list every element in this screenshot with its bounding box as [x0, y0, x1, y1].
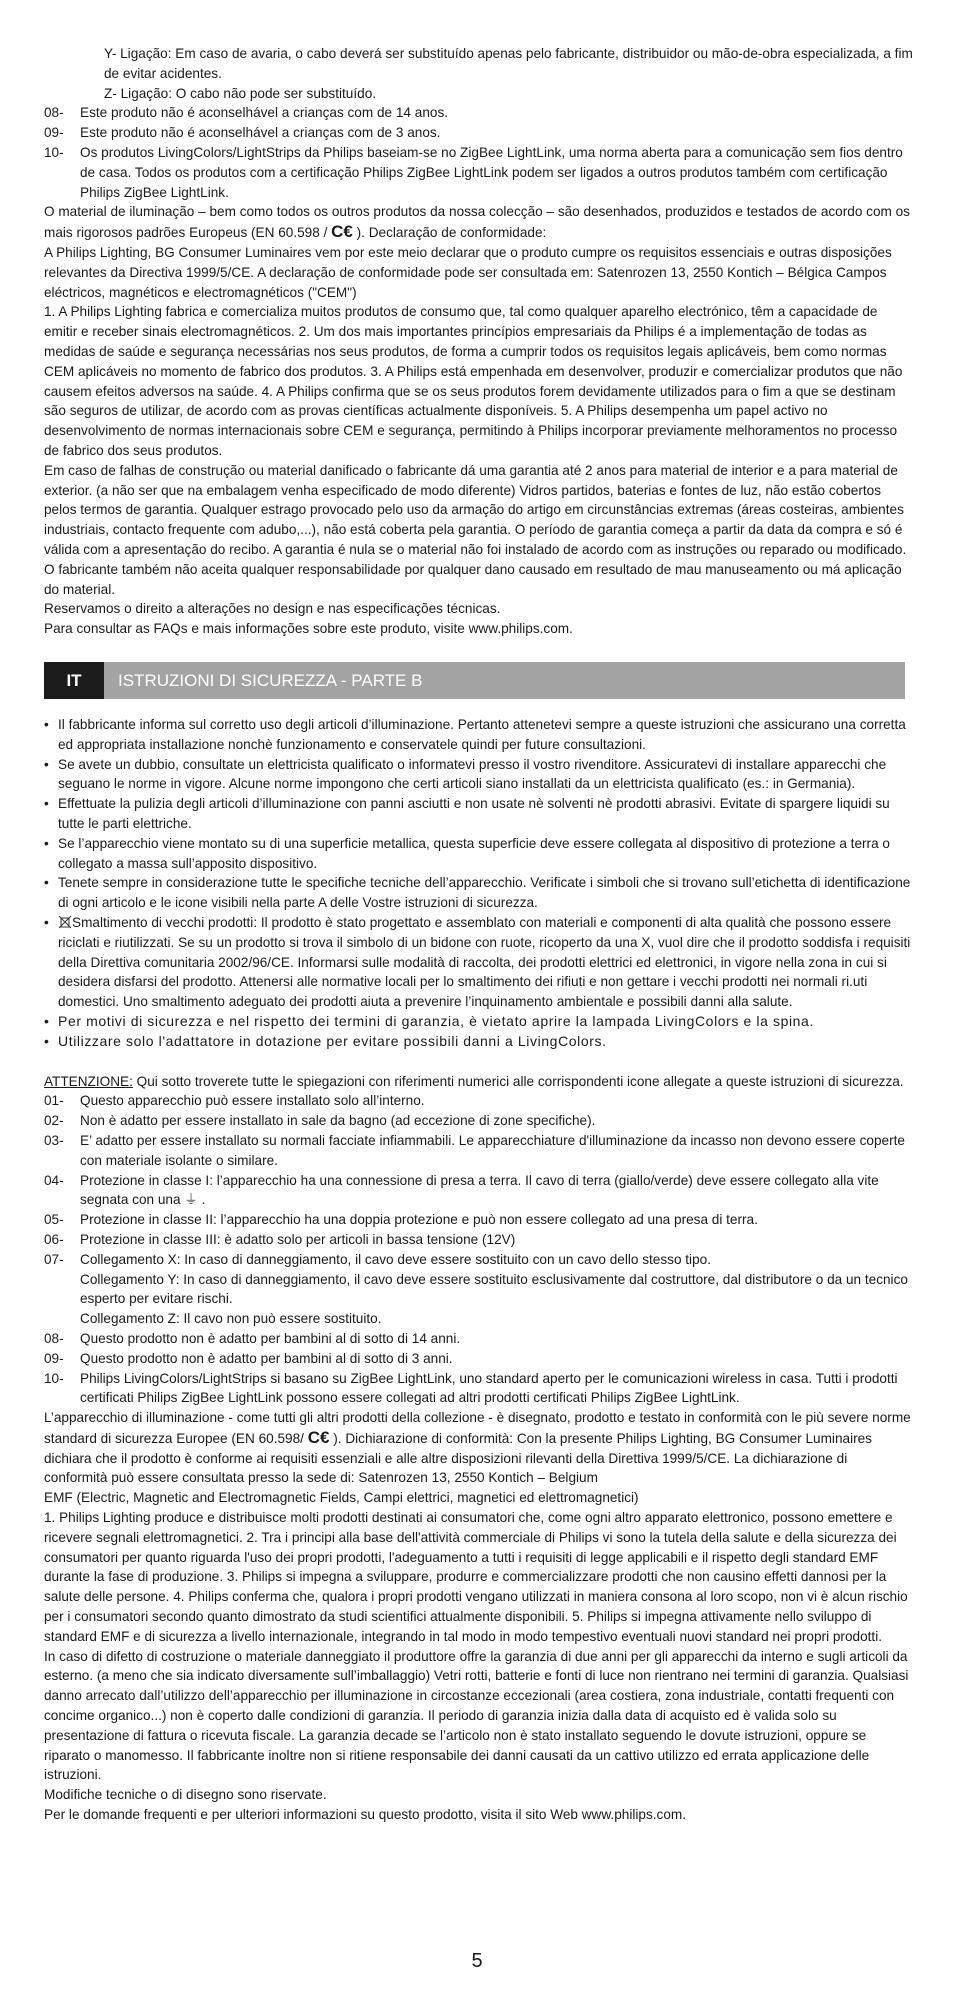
connection-z-text: Collegamento Z: Il cavo non può essere sostituito.	[80, 1311, 382, 1327]
bullet-item: • Smaltimento di vecchi prodotti: Il prodotto è stato progettato e assemblato con materiali e componenti di alta qualità che possono essere riciclati e riutilizzati. Se su un prodotto si trova il simbolo di un bidone con ruote, ricoperto da una X, vuol dire che il prodotto soddisfa i requisiti della Direttiva comunitaria 2002/96/CE. Informarsi sulle modalità di raccolta, dei prodotti elettrici ed elettronici, in vigore nella zona in cui si desidera disfarsi del prodotto. Attenersi alle normative locali per lo smaltimento dei rifiuti e non gettare i vecchi prodotti nei normali ri.uti domestici. Uno smaltimento adeguato dei prodotti aiuta a prevenire l’inquinamento ambientale e possibili danni alla salute.	[44, 914, 911, 1010]
numbered-item: 07- Collegamento X: In caso di danneggiamento, il cavo deve essere sostituito con un cavo dello stesso tipo.	[44, 1251, 711, 1267]
declaration-paragraph: A Philips Lighting, BG Consumer Luminaires vem por este meio declarar que o produto cumpre os requisitos essenciais e outras disposições relevantes da Directiva 1999/5/CE. A declaração de conformidade pode ser consultada em: Satenrozen 13, 2550 Kontich – Bélgica Campos eléctricos, magnéticos e electromagnéticos ("CEM")	[44, 244, 892, 300]
bullet-item: • Se avete un dubbio, consultate un elettricista qualificato o informatevi presso il vostro rivenditore. Assicuratevi di installare apparecchi che seguano le norme in vigore. Alcune norme impongono che certi articoli siano installati da un elettricista qualificato (es.: in Germania).	[44, 756, 887, 792]
ce-mark-icon: C€	[331, 222, 353, 242]
section-title: ISTRUZIONI DI SICUREZZA - PARTE B	[118, 670, 423, 690]
cem-paragraph: 1. A Philips Lighting fabrica e comercializa muitos produtos de consumo que, tal como qualquer aparelho electrónico, têm a capacidade de emitir e receber sinais electromagnéticos. 2. Um dos mais importantes princípios empresariais da Philips é a implementação de todas as medidas de saúde e segurança necessárias nos seus produtos, de forma a cumprir todos os requisitos legais aplicáveis, bem como normas CEM aplicáveis no momento de fabrico dos produtos. 3. A Philips está empenhada em desenvolver, produzir e comercializar produtos que não causem efeitos adversos na saúde. 4. A Philips confirma que se os seus produtos forem devidamente utilizados para o fim a que se destinam são seguros de utilizar, de acordo com as provas científicas actualmente disponíveis. 5. A Philips desempenha um papel activo no desenvolvimento de normas internacionais sobre CEM e segurança, permitindo à Philips incorporar previamente melhoramentos no processo de fabrico dos seus produtos.	[44, 304, 903, 458]
numbered-item: 01- Questo apparecchio può essere installato solo all’interno.	[44, 1093, 425, 1109]
portuguese-section	[44, 44, 914, 639]
warranty-paragraph: In caso di difetto di costruzione o materiale danneggiato il produttore offre la garanzia di due anni per gli apparecchi da interno e sugli articoli da esterno. (a meno che sia indicato diversamente sull’imballaggio) Vetri rotti, batterie e fonti di luce non rientrano nei termini di garanzia. Qualsiasi danno arrecato dall’utilizzo dell’apparecchio per illuminazione in circostanze eccezionali (area costiera, zona industriale, contatti frequenti con concime organico...) non è coperto dalle condizioni di garanzia. Il periodo di garanzia inizia dalla data di acquisto ed è valida solo su presentazione di fattura o ricevuta fiscale. La garanzia decade se l’articolo non è stato installato seguendo le dovute istruzioni, oppure se riparato o manomesso. Il fabbricante inoltre non si ritiene responsabile dei danni causati da un cattivo utilizzo ed errata applicazione delle istruzioni.	[44, 1648, 909, 1783]
warranty-paragraph: Em caso de falhas de construção ou material danificado o fabricante dá uma garantia até 2 anos para material de interior e a para material de exterior. (a não ser que na embalagem venha especificado de modo diferente) Vidros partidos, baterias e fontes de luz, não estão cobertos pelos termos de garantia. Qualquer estrago provocado pelo uso da armação do artigo em circunstâncias extremas (áreas costeiras, ambientes industriais, contacto frequente com adubo,...), não está coberta pela garantia. O período de garantia começa a partir da data da compra e só é válida com a apresentação do recibo. A garantia é nula se o material não foi instalado de acordo com as instruções ou reparado ou modificado. O fabricante também não aceita qualquer responsabilidade por qualquer dano causado em resultado de mau manuseamento ou má aplicação do material.	[44, 462, 907, 597]
ce-mark-icon: C€	[307, 1427, 330, 1447]
material-paragraph: O material de iluminação – bem como todos os outros produtos da nossa colecção – são desenhados, produzidos e testados de acordo com os mais rigorosos padrões Europeus (EN 60.598 / C€ ). Declaração de conformidade:	[44, 204, 910, 242]
numbered-item: 09- Questo prodotto non è adatto per bambini al di sotto di 3 anni.	[44, 1350, 453, 1366]
numbered-item: 04- Protezione in classe I: l’apparecchio ha una connessione di presa a terra. Il cavo di terra (giallo/verde) deve essere collegato alla vite segnata con una ⏚ .	[44, 1172, 879, 1208]
emf-title: EMF (Electric, Magnetic and Electromagnetic Fields, Campi elettrici, magnetici ed elettromagnetici)	[44, 1490, 639, 1506]
crossed-out-wheelie-bin-icon	[58, 915, 72, 929]
page-number: 5	[471, 1950, 483, 1972]
attention-label: ATTENZIONE:	[44, 1073, 133, 1089]
numbered-item: 05- Protezione in classe II: l’apparecchio ha una doppia protezione e può non essere collegato ad una presa di terra.	[44, 1212, 758, 1228]
emf-paragraph: 1. Philips Lighting produce e distribuisce molti prodotti destinati ai consumatori che, come ogni altro apparato elettronico, possono emettere e ricevere segnali elettromagnetici. 2. Tra i principi alla base dell'attività commerciale di Philips vi sono la tutela della salute e della sicurezza dei consumatori per quanto riguarda l'uso dei propri prodotti, l'adeguamento a tutti i requisiti di legge applicabili e il rispetto degli standard EMF durante la fase di produzione. 3. Philips si impegna a sviluppare, produrre e commercializzare prodotti che non causino effetti dannosi per la salute delle persone. 4. Philips conferma che, qualora i propri prodotti vengano utilizzati in maniera consona al loro scopo, non vi è alcun rischio per i consumatori secondo quanto dimostrato da studi scientifici attualmente disponibili. 5. Philips si impegna attivamente nello sviluppo di standard EMF e di sicurezza a livello internazionale, integrando in tal modo in modo tempestivo eventuali nuovi standard nei propri prodotti.	[44, 1510, 908, 1644]
reserved-text: Reservamos o direito a alterações no design e nas especificações técnicas.	[44, 601, 501, 617]
bullet-item: • Effettuate la pulizia degli articoli d’illuminazione con panni asciutti e non usate nè solventi nè prodotti abrasivi. Evitate di spargere liquidi su tutte le parti elettriche.	[44, 796, 890, 831]
language-code-badge: IT	[44, 662, 104, 699]
faq-text: Para consultar as FAQs e mais informações sobre este produto, visite www.philips.com.	[44, 621, 573, 637]
connection-y-text: Collegamento Y: In caso di danneggiamento, il cavo deve essere sostituito esclusivamente dal costruttore, dal distributore o da un tecnico esperto per evitare rischi.	[80, 1271, 908, 1307]
numbered-item: 10- Philips LivingColors/LightStrips si basano su ZigBee LightLink, uno standard aperto per le comunicazioni wireless in casa. Tutti i prodotti certificati Philips ZigBee LightLink possono essere collegati ad altri prodotti certificati Philips ZigBee LightLink.	[44, 1370, 898, 1406]
bullet-item: • Il fabbricante informa sul corretto uso degli articoli d’illuminazione. Pertanto attenetevi sempre a queste istruzioni che assicurano una corretta ed appropriata installazione nonchè funzionamento e conservatele quindi per future consultazioni.	[44, 717, 906, 752]
bullet-item: • Se l’apparecchio viene montato su di una superficie metallica, questa superficie deve essere collegata al dispositivo di protezione a terra o collegato a massa sull’apposito dispositivo.	[44, 835, 890, 871]
numbered-item: 10- Os produtos LivingColors/LightStrips da Philips baseiam-se no ZigBee LightLink, uma norma aberta para a comunicação sem fios dentro de casa. Todos os produtos com a certificação Philips ZigBee LightLink podem ser ligados a outros produtos também com certificação Philips ZigBee LightLink.	[44, 144, 903, 200]
numbered-item: 03- E’ adatto per essere installato su normali facciate infiammabili. Le apparecchiature d'illuminazione da incasso non devono essere coperte con materiale isolante o similare.	[44, 1132, 905, 1168]
conformity-paragraph: L’apparecchio di illuminazione - come tutti gli altri prodotti della collezione - è disegnato, prodotto e testato in conformità con le più severe norme standard di sicurezza Europee (EN 60.598/ C€ ). Dichiarazione di conformità: Con la presente Philips Lighting, BG Consumer Luminaires dichiara che il prodotto è conforme ai requisiti essenziali e alle altre disposizioni rilevanti della Direttiva 1999/5/CE. La dichiarazione di conformità può essere consultata presso la sede di: Satenrozen 13, 2550 Kontich – Belgium	[44, 1410, 911, 1486]
z-connection-text: Z- Ligação: O cabo não pode ser substituído.	[104, 85, 377, 101]
bullet-item: • Utilizzare solo l'adattatore in dotazione per evitare possibili danni a LivingColors.	[44, 1032, 607, 1049]
numbered-item: 08- Questo prodotto non è adatto per bambini al di sotto di 14 anni.	[44, 1330, 461, 1346]
italian-section	[44, 715, 914, 1825]
attention-paragraph: ATTENZIONE: Qui sotto troverete tutte le spiegazioni con riferimenti numerici alle corrispondenti icone allegate a queste istruzioni di sicurezza.	[44, 1073, 904, 1089]
numbered-item: 02- Non è adatto per essere installato in sale da bagno (ad eccezione di zone specifiche).	[44, 1113, 596, 1129]
bullet-item: • Tenete sempre in considerazione tutte le specifiche tecniche dell’apparecchio. Verificate i simboli che si trovano sull’etichetta di identificazione di ogni articolo e le icone visibili nella parte A delle Vostre istruzioni di sicurezza.	[44, 875, 911, 911]
bullet-item: • Per motivi di sicurezza e nel rispetto dei termini di garanzia, è vietato aprire la lampada LivingColors e la spina.	[44, 1012, 814, 1029]
numbered-item: 08- Este produto não é aconselhável a crianças com de 14 anos.	[44, 105, 449, 121]
numbered-item: 06- Protezione in classe III: è adatto solo per articoli in bassa tensione (12V)	[44, 1231, 516, 1247]
section-header-it	[44, 662, 905, 699]
y-connection-text: Y- Ligação: Em caso de avaria, o cabo deverá ser substituído apenas pelo fabricante, distribuidor ou mão-de-obra especializada, a fim de evitar acidentes.	[104, 46, 913, 81]
numbered-item: 09- Este produto não é aconselhável a crianças com de 3 anos.	[44, 125, 441, 141]
modifications-text: Modifiche tecniche o di disegno sono riservate.	[44, 1787, 327, 1803]
faq-text: Per le domande frequenti e per ulteriori informazioni su questo prodotto, visita il sito Web www.philips.com.	[44, 1807, 686, 1823]
safety-bullets	[44, 715, 914, 1052]
